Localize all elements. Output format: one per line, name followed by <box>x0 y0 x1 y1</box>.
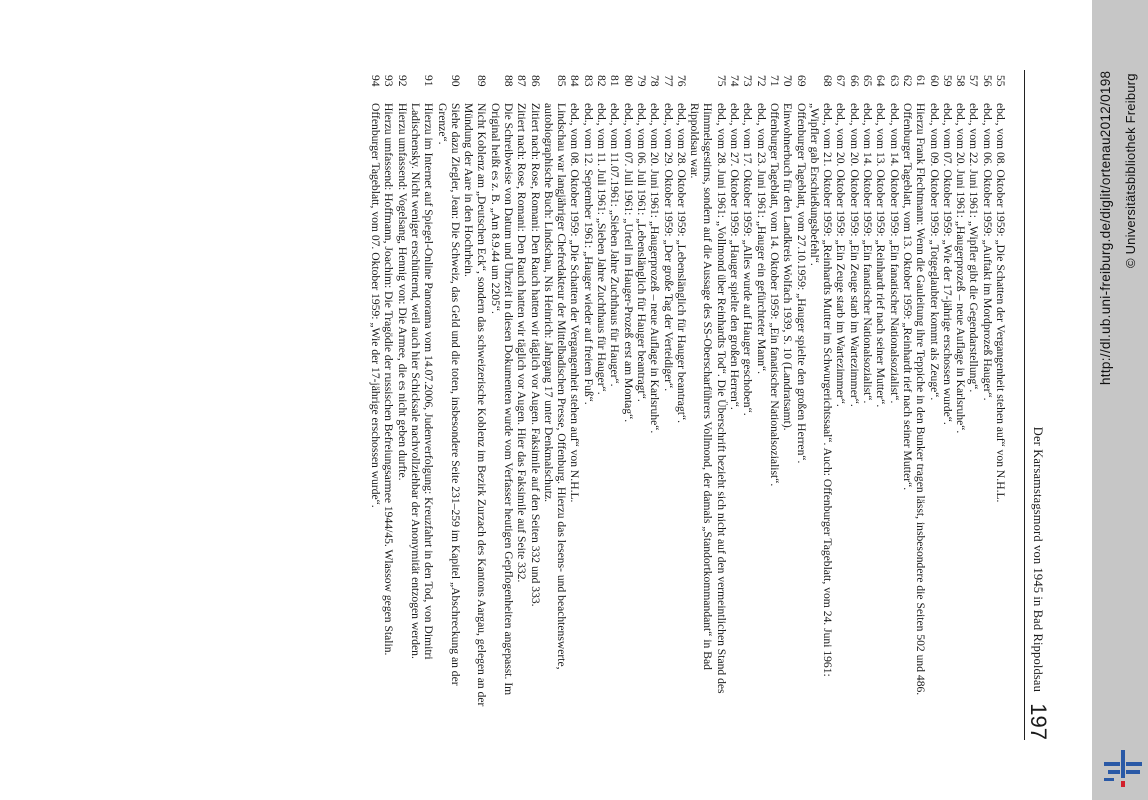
endnote-number: 90 <box>448 75 462 87</box>
endnote-number: 85 <box>555 75 569 87</box>
endnote <box>901 70 914 710</box>
running-title: Der Karsamstagsmord von 1945 in Bad Rippoldsau <box>1031 426 1045 692</box>
endnote <box>688 70 728 710</box>
endnote <box>980 70 993 710</box>
endnote-number: 56 <box>980 75 994 87</box>
endnote <box>728 70 741 710</box>
endnote <box>741 70 754 710</box>
endnote-text: Zitiert nach: Rose, Romani: Den Rauch hatten wir täglich vor Augen. Hier das Faksimile auf Seite 332. <box>515 103 529 583</box>
endnote <box>661 70 674 710</box>
endnotes-list <box>369 70 1007 710</box>
endnote <box>675 70 688 710</box>
endnote-number: 71 <box>767 75 781 87</box>
endnote-number: 76 <box>674 75 688 87</box>
endnote-text: ebd., vom 06. Juli 1961: „Lebenslänglich für Hauger beantragt“. <box>634 103 648 402</box>
endnote <box>887 70 900 710</box>
endnote <box>621 70 634 710</box>
endnote-text: ebd., vom 08. Oktober 1959: „Die Schatten der Vergangenheit stehen auf“ von N.H.L. <box>568 103 582 503</box>
endnote <box>941 70 954 710</box>
endnote-number: 77 <box>661 75 675 87</box>
endnote-number: 60 <box>927 75 941 87</box>
endnote <box>808 70 835 710</box>
endnote <box>568 70 581 710</box>
endnote-text: Hierzu im Internet auf Spiegel-Online Panorama vom 14.07.2006, Judenverfolgung: Kreuzfahrt in den Tod, von Dimitri Ladischensky. Nicht weniger erschütternd, weil auch hier Schicksale nachvollziehbar der Anonymität entzogen werden. <box>408 103 436 660</box>
endnote <box>834 70 847 710</box>
endnote <box>515 70 528 710</box>
endnote-number: 64 <box>874 75 888 87</box>
endnote-text: Einwohnerbuch für den Landkreis Wolfach 1939, S. 10 (Landratsamt). <box>781 103 795 431</box>
endnote-number: 80 <box>621 75 635 87</box>
endnote <box>542 70 569 710</box>
endnote-text: ebd., vom 20. Oktober 1959: „Ein Zeuge starb im Wartezimmer“. <box>847 103 861 407</box>
endnote-number: 82 <box>595 75 609 87</box>
endnote-text: ebd., vom 14. Oktober 1959: „Ein fanatischer Nationalsozialist“. <box>887 103 901 404</box>
endnote-text: Die Schreibweise von Datum und Uhrzeit in diesen Dokumenten wurde vom Verfasser heutigen Gepflogenheiten angepasst. Im Original heißt es z. B. „Am 8.9.44 um 2205“. <box>488 103 516 696</box>
endnote-number: 55 <box>994 75 1007 87</box>
endnote-text: ebd., vom 28. Juni 1961: „Vollmond über Reinhardts Tod“. Die Überschrift bezieht sich nicht auf den vermeintlichen Stand des Himmelsgestirns, sondern auf die Aussage des SS-Oberscharführers Vollmond, der damals „Standortkommandant“ in Bad Rippoldsau war. <box>688 103 728 694</box>
endnote-number: 62 <box>900 75 914 87</box>
endnote <box>847 70 860 710</box>
endnote <box>994 70 1007 710</box>
endnote-text: ebd., vom 12. September 1961: „Hauger wieder auf freiem Fuß“. <box>581 103 595 405</box>
endnote-number: 78 <box>648 75 662 87</box>
endnote-text: ebd., vom 09. Oktober 1959: „Totgeglaubter kommt als Zeuge“. <box>927 103 941 401</box>
endnote <box>582 70 595 710</box>
endnote-number: 74 <box>728 75 742 87</box>
endnote <box>781 70 794 710</box>
endnote-number: 83 <box>581 75 595 87</box>
endnote <box>488 70 515 710</box>
endnote <box>954 70 967 710</box>
copyright-notice: © Universitätsbibliothek Freiburg <box>1123 73 1138 268</box>
endnote <box>409 70 436 710</box>
endnote-number: 75 <box>714 75 728 87</box>
endnote <box>927 70 940 710</box>
endnote-text: Zitiert nach: Rose, Romani: Den Rauch hatten wir täglich vor Augen. Faksimile auf den Seiten 332 und 333. <box>528 103 542 607</box>
endnote-text: ebd., vom 14. Oktober 1959: „Ein fanatischer Nationalsozialist“. <box>861 103 875 404</box>
endnote <box>874 70 887 710</box>
endnote-number: 70 <box>781 75 795 87</box>
endnote-number: 94 <box>369 75 383 87</box>
endnote-text: ebd., vom 17. Oktober 1959: „Alles wurde auf Hauger geschoben“. <box>741 103 755 416</box>
endnote <box>528 70 541 710</box>
endnote-number: 69 <box>794 75 808 87</box>
endnote <box>861 70 874 710</box>
endnote <box>967 70 980 710</box>
endnote-number: 72 <box>754 75 768 87</box>
endnote-number: 88 <box>502 75 516 87</box>
endnote-number: 68 <box>821 75 835 87</box>
endnote-text: ebd., vom 11.07.1961: „Sieben Jahre Zuchthaus für Hauger“. <box>608 103 622 387</box>
ub-freiburg-logo-icon <box>1100 748 1146 788</box>
endnote-text: ebd., vom 21. Oktober 1959: „Reinhardts Mutter im Schwurgerichtssaal“. Auch: Offenburger Tageblatt, vom 24. Juni 1961: „Wipfler gab Erschießungsbefehl“. <box>807 103 835 677</box>
endnote <box>369 70 382 710</box>
endnote-number: 81 <box>608 75 622 87</box>
endnote-text: ebd., vom 07. Oktober 1959: „Wie der 17-jährige erschossen wurde“. <box>940 103 954 425</box>
endnote-text: ebd., vom 20. Juni 1961: „Haugerprozeß – neue Auflage in Karlsruhe“. <box>954 103 968 434</box>
endnote-text: Nicht Koblenz am „Deutschen Eck“, sondern das schweizerische Koblenz im Bezirk Zurzach des Kantons Aargau, gelegen an der Mündung der Aare in den Hochrhein. <box>462 103 489 707</box>
endnote-number: 92 <box>395 75 409 87</box>
endnote-number: 59 <box>940 75 954 87</box>
endnote-number: 63 <box>887 75 901 87</box>
endnote-text: ebd., vom 08. Oktober 1959: „Die Schatten der Vergangenheit stehen auf“ von N.H.L. <box>994 103 1007 503</box>
endnote <box>462 70 489 710</box>
endnote-number: 79 <box>634 75 648 87</box>
endnote <box>768 70 781 710</box>
endnote-number: 66 <box>847 75 861 87</box>
endnote-text: ebd., vom 11. Juli 1961: „Sieben Jahre Zuchthaus für Hauger“. <box>595 103 609 395</box>
endnote <box>395 70 408 710</box>
endnote <box>648 70 661 710</box>
endnote-text: ebd., vom 20. Oktober 1959: „Ein Zeuge starb im Wartezimmer“. <box>834 103 848 407</box>
endnote <box>595 70 608 710</box>
endnote-text: Lindschau war langjähriger Chefredakteur der Mittelbadischen Presse, Offenburg. Hierzu das lesens- und beachtenswerte, autobiographische Buch: Lindschau, Nis Heinrich: Jahrgang 17 unter Denkmalschutz. <box>541 103 569 670</box>
endnote-number: 86 <box>528 75 542 87</box>
endnote-text: ebd., vom 23. Juni 1961: „Hauger ein gefürchteter Mann“. <box>754 103 768 375</box>
endnote-number: 84 <box>568 75 582 87</box>
endnote-number: 89 <box>475 75 489 87</box>
endnote <box>794 70 807 710</box>
endnote-text: Hierzu umfassend: Hoffmann, Joachim: Die Tragödie der russischen Befreiungsarmee 1944/45. Wlassow gegen Stalin. <box>382 103 396 656</box>
endnote-text: Offenburger Tageblatt, vom 27.10.1959: „Hauger spielte den großen Herren“. <box>794 103 808 464</box>
endnote-number: 61 <box>914 75 928 87</box>
endnote <box>914 70 927 710</box>
endnote-text: Offenburger Tageblatt, vom 07. Oktober 1959: „Wie der 17-jährige erschossen wurde“. <box>369 103 383 508</box>
endnote-text: ebd., vom 29. Oktober 1959: „Der große Tag der Verteidiger“. <box>661 103 675 392</box>
endnote-number: 91 <box>422 75 436 87</box>
running-header <box>1024 70 1058 740</box>
endnote-number: 87 <box>515 75 529 87</box>
endnote-number: 67 <box>834 75 848 87</box>
endnote-text: Hierzu umfassend: Vogelsang, Hennig von: Die Armee, die es nicht geben durfte. <box>395 103 409 481</box>
endnote-text: ebd., vom 22. Juni 1961: „Wipfler gibt die Gegendarstellung“. <box>967 103 981 393</box>
permalink-url[interactable]: http://dl.ub.uni-freiburg.de/diglit/ortenau2012/0198 <box>1098 70 1113 385</box>
endnote-text: ebd., vom 06. Oktober 1959: „Auftakt im Mordprozeß Hauger“. <box>980 103 994 401</box>
endnote-text: ebd., vom 13. Oktober 1959: „Reinhardt rief nach seiner Mutter“. <box>874 103 888 408</box>
endnote <box>608 70 621 710</box>
endnote-text: Offenburger Tageblatt, vom 13. Oktober 1959: „Reinhardt rief nach seiner Mutter“. <box>900 103 914 491</box>
endnote <box>382 70 395 710</box>
endnote <box>754 70 767 710</box>
endnote-text: Siehe dazu Ziegler, Jean: Die Schweiz, das Geld und die toten, insbesondere Seite 231–259 im Kapitel „Abschreckung an der Grenze“. <box>435 103 462 686</box>
endnote-number: 57 <box>967 75 981 87</box>
endnote-text: ebd., vom 07. Juli 1961: „Urteil im Hauger-Prozeß erst am Montag“. <box>621 103 635 423</box>
endnote-text: Hierzu Frank Flechtmann: Wenn die Gauleitung ihre Teppiche in den Bunker tragen lässt, insbesondere die Seiten 502 und 486. <box>914 103 928 696</box>
endnote-text: ebd., vom 20. Juni 1961: „Haugerprozeß – neue Auflage in Karlsruhe“. <box>648 103 662 434</box>
endnote-number: 58 <box>954 75 968 87</box>
endnote-number: 93 <box>382 75 396 87</box>
endnote-text: ebd., vom 28. Oktober 1959: „Lebenslänglich für Hauger beantragt“. <box>674 103 688 424</box>
endnote <box>635 70 648 710</box>
page-number: 197 <box>1026 703 1051 740</box>
endnote-text: Offenburger Tageblatt, vom 14. Oktober 1959: „Ein fanatischer Nationalsozialist“. <box>767 103 781 487</box>
endnote <box>435 70 462 710</box>
endnote-text: ebd., vom 27. Oktober 1959: „Hauger spielte den großen Herren“. <box>728 103 742 410</box>
endnote-number: 73 <box>741 75 755 87</box>
endnote-number: 65 <box>861 75 875 87</box>
